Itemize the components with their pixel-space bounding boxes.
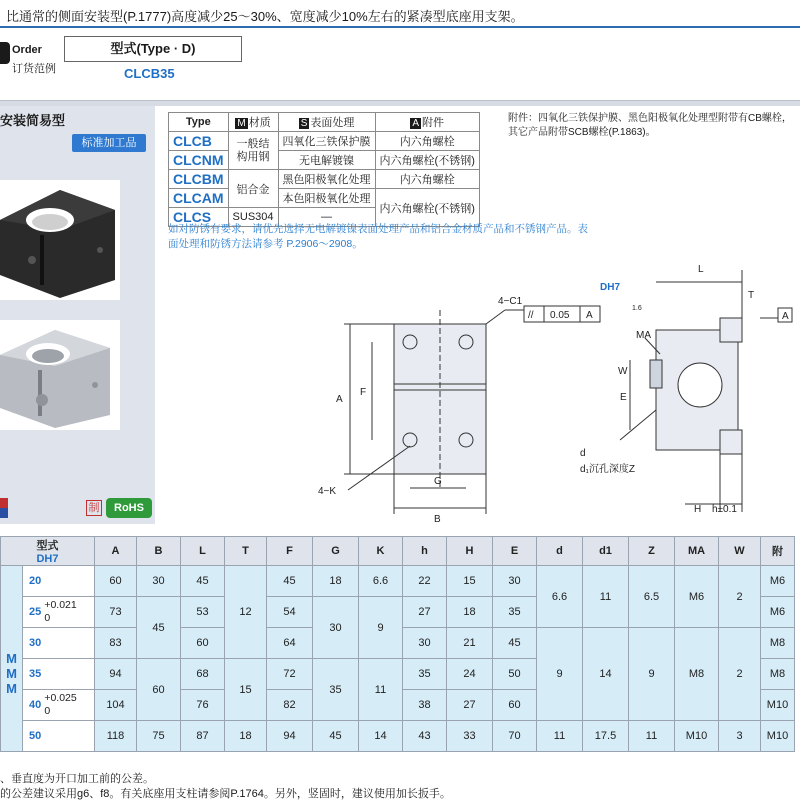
col-z: Z <box>629 537 675 566</box>
order-label-cn: 订货范例 <box>12 63 56 75</box>
type-code: CLCAM <box>169 189 229 208</box>
cell-d: 9 <box>537 628 583 721</box>
bore-size: 25 +0.021 0 <box>23 597 95 628</box>
col-type: Type <box>169 113 229 132</box>
cell-h-small: 22 <box>403 566 447 597</box>
cell-a: 60 <box>95 566 137 597</box>
cell-ma: M6 <box>675 566 719 628</box>
cell-b: 30 <box>137 566 181 597</box>
footnote-line-1: 、垂直度为开口加工前的公差。 <box>0 773 154 785</box>
bore-size: 30 <box>23 628 95 659</box>
cell-d: 11 <box>537 721 583 752</box>
table-row <box>169 151 480 170</box>
col-h: H <box>447 537 493 566</box>
table-row <box>169 132 480 151</box>
label-f: F <box>360 387 367 398</box>
col-e: E <box>493 537 537 566</box>
label-h-tol: h±0.1 <box>712 504 737 515</box>
cell-z: 9 <box>629 628 675 721</box>
cell-a: 83 <box>95 628 137 659</box>
cell-h-small: 43 <box>403 721 447 752</box>
cell-g: 35 <box>313 659 359 721</box>
table-row <box>1 721 795 752</box>
silver-bracket-photo <box>0 320 120 430</box>
cell-l: 87 <box>181 721 225 752</box>
product-panel <box>0 106 155 524</box>
type-code: CLCBM <box>169 170 229 189</box>
label-4c1: 4−C1 <box>498 296 523 307</box>
table-row <box>169 170 480 189</box>
label-4k: 4−K <box>318 486 337 497</box>
col-accessory: 附 <box>761 537 795 566</box>
cell-l: 60 <box>181 628 225 659</box>
col-h-small: h <box>403 537 447 566</box>
cell-a: 104 <box>95 690 137 721</box>
surface-cell: 黑色阳极氧化处理 <box>278 170 375 189</box>
type-code: CLCS <box>169 208 229 227</box>
col-t: T <box>225 537 267 566</box>
label-g: G <box>434 476 442 487</box>
surface-cell: — <box>278 208 375 227</box>
cell-k: 14 <box>359 721 403 752</box>
cell-f: 54 <box>267 597 313 628</box>
cell-w: 2 <box>719 566 761 628</box>
col-k: K <box>359 537 403 566</box>
accessory-cell: 内六角螺栓(不锈钢) <box>375 151 479 170</box>
label-l: L <box>698 264 704 275</box>
cell-e: 30 <box>493 566 537 597</box>
cell-w: 2 <box>719 628 761 721</box>
label-d1: d₁沉孔深度Z <box>580 464 636 475</box>
standard-tag: 标准加工品 <box>72 134 146 152</box>
cell-h: 21 <box>447 628 493 659</box>
cell-accessory: M10 <box>761 690 795 721</box>
label-e: E <box>620 392 627 403</box>
surface-cell: 四氧化三铁保护膜 <box>278 132 375 151</box>
col-l: L <box>181 537 225 566</box>
cell-accessory: M6 <box>761 597 795 628</box>
cell-b: 60 <box>137 659 181 721</box>
accessory-note: 附件：四氧化三铁保护膜、黑色阳极氧化处理型附带有CB螺栓，其它产品附带SCB螺栓(P.1863)。 <box>508 113 792 138</box>
cell-h: 27 <box>447 690 493 721</box>
cell-h: 18 <box>447 597 493 628</box>
type-code: CLCNM <box>169 151 229 170</box>
col-d: d <box>537 537 583 566</box>
order-type-code: CLCB35 <box>124 66 175 81</box>
cell-ma: M8 <box>675 628 719 721</box>
cell-t: 18 <box>225 721 267 752</box>
cell-h-small: 35 <box>403 659 447 690</box>
cell-z: 11 <box>629 721 675 752</box>
cell-e: 50 <box>493 659 537 690</box>
cell-accessory: M10 <box>761 721 795 752</box>
spec-table <box>0 536 795 752</box>
cell-a: 94 <box>95 659 137 690</box>
cell-t: 15 <box>225 659 267 721</box>
cell-h: 24 <box>447 659 493 690</box>
datum-ref: A <box>586 310 593 321</box>
surface-cell: 本色阳极氧化处理 <box>278 189 375 208</box>
cell-e: 35 <box>493 597 537 628</box>
intro-text: 比通常的侧面安装型(P.1777)高度减少25～30%、宽度减少10%左右的紧凑型底座用支架。 <box>6 9 524 24</box>
bore-size: 20 <box>23 566 95 597</box>
type-code: CLCB <box>169 132 229 151</box>
technical-drawing <box>300 250 800 526</box>
tolerance-value: 0.05 <box>550 310 570 321</box>
product-title: 安装简易型 <box>0 113 66 128</box>
cell-l: 53 <box>181 597 225 628</box>
cell-f: 94 <box>267 721 313 752</box>
cell-accessory: M8 <box>761 628 795 659</box>
cell-z: 6.5 <box>629 566 675 628</box>
bore-size: 50 <box>23 721 95 752</box>
bore-size: 35 <box>23 659 95 690</box>
footnote <box>0 772 451 800</box>
roughness-value: 1.6 <box>632 305 642 312</box>
black-bracket-photo <box>0 180 120 300</box>
accessory-cell: 内六角螺栓 <box>375 132 479 151</box>
table-row <box>1 566 795 597</box>
cell-f: 64 <box>267 628 313 659</box>
col-a: A <box>95 537 137 566</box>
col-surface: S 表面处理 <box>278 113 375 132</box>
label-w: W <box>618 366 628 377</box>
cell-g: 45 <box>313 721 359 752</box>
footnote-line-2: 的公差建议采用g6、f8。有关底座用支柱请参阅P.1764。另外，竖固时，建议使用加长扳手。 <box>0 788 451 800</box>
cell-a: 73 <box>95 597 137 628</box>
label-t: T <box>748 290 755 301</box>
cell-f: 72 <box>267 659 313 690</box>
datum-a: A <box>782 311 789 322</box>
col-ma: MA <box>675 537 719 566</box>
label-ma: MA <box>636 330 651 341</box>
material-cell: SUS304 <box>228 208 278 227</box>
cell-b: 45 <box>137 597 181 659</box>
cell-d1: 17.5 <box>583 721 629 752</box>
col-accessory: A 附件 <box>375 113 479 132</box>
cell-d: 6.6 <box>537 566 583 628</box>
label-dh7: DH7 <box>600 282 621 293</box>
col-d1: d1 <box>583 537 629 566</box>
label-b: B <box>434 514 441 525</box>
material-table <box>168 112 480 227</box>
cell-b: 75 <box>137 721 181 752</box>
cell-ma: M10 <box>675 721 719 752</box>
cell-t: 12 <box>225 566 267 659</box>
col-material: M 材质 <box>228 113 278 132</box>
type-header: 型式 DH7 <box>1 537 95 566</box>
cell-k: 9 <box>359 597 403 659</box>
rohs-badge: RoHS <box>106 498 152 518</box>
cell-h: 15 <box>447 566 493 597</box>
manufacture-badge: 制 <box>86 500 102 516</box>
accessory-cell: 内六角螺栓(不锈钢) <box>375 189 479 227</box>
cell-g: 30 <box>313 597 359 659</box>
cell-l: 68 <box>181 659 225 690</box>
cell-f: 45 <box>267 566 313 597</box>
rust-prevention-note: 如对防锈有要求，请优先选择无电解镀镍表面处理产品和铝合金材质产品和不锈钢产品。表面处理和防锈方法请参考 P.2906～2908。 <box>168 223 588 250</box>
cell-h: 33 <box>447 721 493 752</box>
parallel-icon: // <box>528 310 534 321</box>
cell-e: 45 <box>493 628 537 659</box>
cell-e: 70 <box>493 721 537 752</box>
cell-f: 82 <box>267 690 313 721</box>
cell-l: 76 <box>181 690 225 721</box>
top-divider <box>0 26 800 28</box>
cell-h-small: 27 <box>403 597 447 628</box>
cell-k: 6.6 <box>359 566 403 597</box>
label-d: d <box>580 448 586 459</box>
cell-e: 60 <box>493 690 537 721</box>
cell-l: 45 <box>181 566 225 597</box>
order-label: Order <box>12 44 42 56</box>
cell-accessory: M6 <box>761 566 795 597</box>
cell-accessory: M8 <box>761 659 795 690</box>
order-icon <box>0 42 10 64</box>
accessory-cell: 内六角螺栓 <box>375 170 479 189</box>
material-cell: 一般结 构用钢 <box>228 132 278 170</box>
flag-blue-icon <box>0 508 8 518</box>
surface-cell: 无电解镀镍 <box>278 151 375 170</box>
col-g: G <box>313 537 359 566</box>
col-w: W <box>719 537 761 566</box>
bore-size: 40 +0.025 0 <box>23 690 95 721</box>
order-type-title: 型式(Type · D) <box>64 36 242 62</box>
label-h: H <box>694 504 702 515</box>
cell-k: 11 <box>359 659 403 721</box>
label-a: A <box>336 394 343 405</box>
col-f: F <box>267 537 313 566</box>
type-codes: M M M <box>1 566 23 752</box>
table-row <box>169 189 480 208</box>
cell-h-small: 38 <box>403 690 447 721</box>
cell-h-small: 30 <box>403 628 447 659</box>
cell-d1: 14 <box>583 628 629 721</box>
col-b: B <box>137 537 181 566</box>
cell-d1: 11 <box>583 566 629 628</box>
material-cell: 铝合金 <box>228 170 278 208</box>
cell-g: 18 <box>313 566 359 597</box>
cell-w: 3 <box>719 721 761 752</box>
cell-a: 118 <box>95 721 137 752</box>
